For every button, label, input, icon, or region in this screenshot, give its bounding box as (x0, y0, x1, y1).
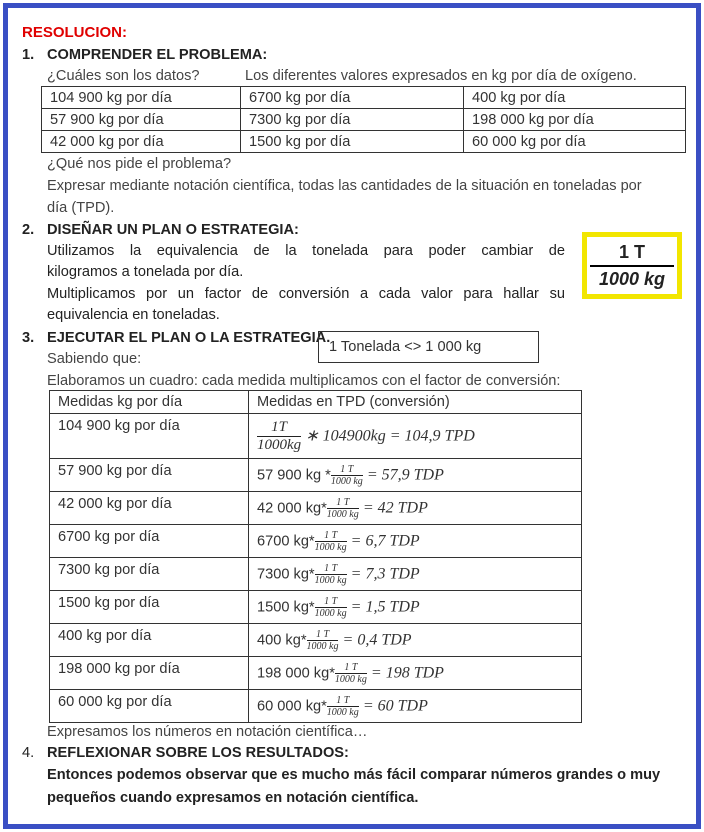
conversion-result: = 57,9 TDP (366, 465, 444, 483)
step4-title: REFLEXIONAR SOBRE LOS RESULTADOS: (47, 745, 349, 761)
data-cell: 104 900 kg por día (42, 87, 241, 109)
factor-numerator: 1 T (618, 241, 645, 262)
conversion-fraction (307, 629, 339, 652)
fraction-denominator: 1000 kg (330, 475, 363, 487)
data-cell: 400 kg por día (464, 87, 686, 109)
fraction-denominator: 1000 kg (326, 508, 359, 520)
measure-cell: 1500 kg por día (50, 591, 249, 624)
conversion-result: = 42 TDP (362, 498, 428, 516)
conversion-cell (249, 414, 582, 459)
fraction-denominator: 1000 kg (326, 706, 359, 718)
step3-table-intro: Elaboramos un cuadro: cada medida multiplicamos con el factor de conversión: (47, 373, 561, 389)
fraction-numerator: 1 T (336, 496, 350, 508)
measure-cell: 400 kg por día (50, 624, 249, 657)
conversion-factor-box (582, 232, 682, 299)
measure-cell: 60 000 kg por día (50, 690, 249, 723)
data-table (41, 86, 686, 153)
conversion-result: = 198 TDP (370, 663, 444, 681)
conversion-cell (249, 459, 582, 492)
step1-question-data: ¿Cuáles son los datos? (47, 68, 200, 84)
measure-cell: 7300 kg por día (50, 558, 249, 591)
step2-number: 2. (22, 222, 35, 238)
data-cell: 1500 kg por día (241, 131, 464, 153)
step1-answer-data: Los diferentes valores expresados en kg por día de oxígeno. (245, 68, 637, 84)
step3-title: EJECUTAR EL PLAN O LA ESTRATEGIA. (47, 330, 331, 346)
conversion-prefix: 42 000 kg* (257, 499, 327, 516)
fraction-numerator: 1T (271, 418, 287, 435)
conversion-cell (249, 525, 582, 558)
fraction-denominator: 1000 kg (314, 541, 347, 553)
step3-closing: Expresamos los números en notación científica… (47, 724, 368, 740)
conversion-cell (249, 558, 582, 591)
step2-line2: kilogramos a tonelada por día. (47, 264, 244, 280)
step2-title: DISEÑAR UN PLAN O ESTRATEGIA: (47, 222, 299, 238)
step4-line1: Entonces podemos observar que es mucho más fácil comparar números grandes o muy (47, 767, 661, 783)
conversion-cell (249, 492, 582, 525)
step2-line4: equivalencia en toneladas. (47, 307, 220, 323)
step3-knowing: Sabiendo que: (47, 351, 142, 367)
conversion-result: ∗ 104900kg = 104,9 TPD (305, 426, 475, 444)
conversion-fraction (315, 530, 347, 553)
equivalence-box: 1 Tonelada <> 1 000 kg (318, 331, 539, 363)
step1-number: 1. (22, 47, 35, 63)
fraction-numerator: 1 T (324, 595, 338, 607)
step2-line3: Multiplicamos por un factor de conversión a cada valor para hallar su (47, 286, 565, 302)
measure-cell: 6700 kg por día (50, 525, 249, 558)
step1-answer-ask-line2: día (TPD). (47, 200, 115, 216)
step1-question-ask: ¿Qué nos pide el problema? (47, 156, 232, 172)
conversion-prefix: 7300 kg* (257, 565, 315, 582)
fraction-numerator: 1 T (315, 628, 329, 640)
fraction-denominator: 1000 kg (314, 574, 347, 586)
conversion-result: = 60 TDP (362, 696, 428, 714)
measure-cell: 57 900 kg por día (50, 459, 249, 492)
step4-number: 4. (22, 745, 35, 761)
conversion-prefix: 400 kg* (257, 631, 307, 648)
measure-cell: 42 000 kg por día (50, 492, 249, 525)
fraction-denominator: 1000 kg (314, 607, 347, 619)
conversion-fraction (315, 596, 347, 619)
data-cell: 60 000 kg por día (464, 131, 686, 153)
conversion-prefix: 60 000 kg* (257, 697, 327, 714)
conversion-prefix: 6700 kg* (257, 532, 315, 549)
data-cell: 198 000 kg por día (464, 109, 686, 131)
conversion-prefix: 57 900 kg * (257, 466, 331, 483)
fraction-numerator: 1 T (344, 661, 358, 673)
conversion-fraction (327, 695, 359, 718)
conversion-prefix: 198 000 kg* (257, 664, 335, 681)
conversion-fraction (257, 419, 301, 454)
data-cell: 6700 kg por día (241, 87, 464, 109)
data-cell: 42 000 kg por día (42, 131, 241, 153)
measure-cell: 104 900 kg por día (50, 414, 249, 459)
fraction-numerator: 1 T (340, 463, 354, 475)
conversion-prefix: 1500 kg* (257, 598, 315, 615)
conversion-cell (249, 690, 582, 723)
conversion-result: = 0,4 TDP (342, 630, 412, 648)
conversion-result: = 6,7 TDP (350, 531, 420, 549)
conversion-fraction (335, 662, 367, 685)
fraction-denominator: 1000 kg (306, 640, 339, 652)
fraction-denominator: 1000 kg (334, 673, 367, 685)
fraction-numerator: 1 T (324, 562, 338, 574)
conversion-cell (249, 624, 582, 657)
measure-cell: 198 000 kg por día (50, 657, 249, 690)
conversion-cell (249, 657, 582, 690)
header-cell-measures: Medidas kg por día (50, 391, 249, 414)
data-cell: 57 900 kg por día (42, 109, 241, 131)
conversion-table (49, 390, 582, 723)
conversion-result: = 7,3 TDP (350, 564, 420, 582)
conversion-result: = 1,5 TDP (350, 597, 420, 615)
conversion-fraction (331, 464, 363, 487)
conversion-fraction (315, 563, 347, 586)
data-cell: 7300 kg por día (241, 109, 464, 131)
fraction-numerator: 1 T (336, 694, 350, 706)
factor-denominator: 1000 kg (598, 268, 666, 289)
header-cell-conversion: Medidas en TPD (conversión) (249, 391, 582, 414)
step2-line1: Utilizamos la equivalencia de la tonelada para poder cambiar de (47, 243, 565, 259)
fraction-numerator: 1 T (324, 529, 338, 541)
resolution-heading: RESOLUCION: (22, 24, 127, 41)
step4-line2: pequeños cuando expresamos en notación científica. (47, 790, 419, 806)
conversion-fraction (327, 497, 359, 520)
step1-answer-ask-line1: Expresar mediante notación científica, todas las cantidades de la situación en toneladas por (47, 178, 642, 194)
step1-title: COMPRENDER EL PROBLEMA: (47, 47, 268, 63)
conversion-cell (249, 591, 582, 624)
step3-number: 3. (22, 330, 35, 346)
fraction-denominator: 1000kg (257, 436, 302, 453)
